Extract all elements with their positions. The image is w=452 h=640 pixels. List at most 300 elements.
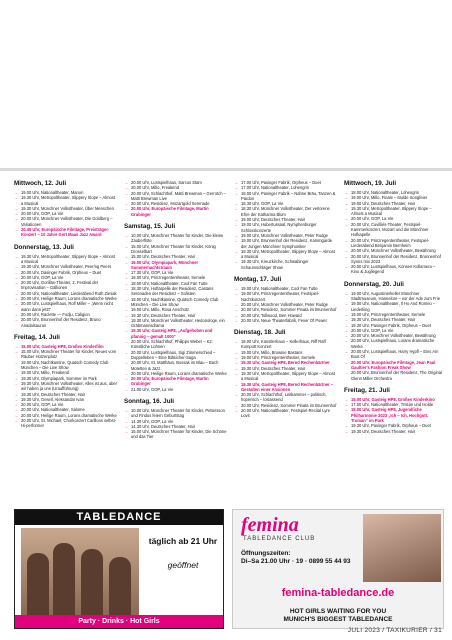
arrow-icon: → [124, 286, 129, 292]
event-entry [344, 338, 444, 349]
top-image-area [0, 0, 452, 172]
event-text: 20.00 Uhr, GOP, La Vie [351, 216, 394, 222]
arrow-icon: → [124, 296, 129, 302]
arrow-icon: → [14, 280, 19, 286]
event-entry [14, 317, 118, 328]
event-text: 15.00 Uhr, Gasteig HP8, Großes Kinderfilm [21, 343, 104, 349]
event-entry [234, 408, 338, 419]
event-text: 19.00 Uhr, Münchner Volkstheater, Peter Rudge [241, 232, 328, 238]
event-entry [344, 301, 444, 312]
arrow-icon: → [124, 339, 129, 345]
event-text: 17.00 Uhr, Nationaltheater, Tristan und Isolde [351, 402, 434, 408]
event-text: 19.00 Uhr, Nachtkantine, Quatsch Comedy Club München – Die Live Show [21, 359, 109, 371]
event-text: 19.00 Uhr, Deutsches Theater, Hair [351, 200, 416, 206]
arrow-icon: → [234, 349, 239, 355]
arrow-icon: → [344, 333, 349, 339]
event-text: 19.30 Uhr, Münchner Volkstheater, Über Menschen [21, 205, 114, 211]
tabledance-ad-open: geöffnet [167, 560, 199, 570]
event-text: 19.30 Uhr, Metropoltheater, Slippery Slope – Almost a Musical [21, 253, 115, 264]
event-entry [234, 259, 338, 270]
page-footer: JULI 2023 / TAXIKURIER / 31 [347, 627, 442, 634]
event-text: 19.00 Uhr, Nationaltheater, Cool Fan Tutte [241, 286, 318, 292]
event-text: 10.00 Uhr, Münchner Theater für Kinder, Die kleine Zauberflöte [131, 233, 224, 244]
arrow-icon: → [14, 412, 19, 418]
arrow-icon: → [234, 238, 239, 244]
arrow-icon: → [14, 195, 19, 201]
event-text: 19.00 Uhr, Deutsches Theater, Hair [241, 217, 306, 223]
arrow-icon: → [234, 392, 239, 398]
arrow-icon: → [14, 296, 19, 302]
event-text: 19.00 Uhr, Millo, Finale – Molde Songfeier [351, 195, 428, 201]
arrow-icon: → [14, 301, 19, 307]
arrow-icon: → [344, 428, 349, 434]
event-text: 19.30 Uhr, Pasinger Fabrik, Orpheus – Duet [351, 423, 431, 429]
calendar-column-4 [344, 180, 444, 510]
arrow-icon: → [14, 380, 19, 386]
event-text: 18.00 Uhr, Prinzregententheater, Semele [131, 275, 206, 281]
arrow-icon: → [14, 375, 19, 381]
event-entry [344, 264, 444, 275]
day-heading: Mittwoch, 12. Juli [14, 180, 67, 187]
arrow-icon: → [14, 417, 19, 423]
arrow-icon: → [124, 259, 129, 265]
arrow-icon: → [14, 359, 19, 365]
event-text: 18.30 Uhr, Münchner Volkstheater, Der verlorene Ehre der Katharina Blum [241, 206, 330, 217]
event-entry [124, 408, 228, 419]
event-text: 19.00 Uhr, Brunnenhof der Residenz, Kammgarde der Jungen Münchner Symphoniker [241, 238, 333, 249]
calendar-column-3 [234, 180, 338, 510]
day-heading: Freitag, 21. Juli [344, 386, 390, 394]
event-entry [14, 349, 118, 360]
arrow-icon: → [344, 338, 349, 344]
event-text: 15.00 Uhr, Münchner Theater für Kinder, Die Schöne und das Tier [131, 429, 227, 440]
event-text: 20.00 Uhr, Heilige Raum, Lorans dramatische Werke [131, 370, 227, 376]
arrow-icon: → [124, 206, 129, 212]
arrow-icon: → [234, 222, 239, 228]
arrow-icon: → [344, 370, 349, 376]
tabledance-ad-hours: täglich ab 21 Uhr [148, 536, 218, 546]
event-text: 20.00 Uhr, Europäische Filmtage, Martin Grubinger [131, 206, 209, 217]
arrow-icon: → [124, 376, 129, 382]
event-text: 20.00 Uhr, Cuvilliés-Theater, Festspiel-Kammerkonzert, Mozart und die Münchner Hofkapelle [351, 221, 429, 238]
event-text: 19.00 Uhr, Millo, Brownie Bastans [241, 349, 303, 355]
event-text: 20.00 Uhr, Schlachthof, Philipps Weber – K2: Künstliche Lühnen [131, 339, 213, 350]
event-entry [344, 254, 444, 265]
femina-url[interactable]: femina-tabledance.de [281, 587, 395, 599]
event-entry [344, 370, 444, 381]
event-text: 20.00 Uhr, St. Matthäus, Bossak im Blau – Bach Motetten & Jazz [131, 360, 219, 371]
event-text: 20.00 Uhr, Tollwood, Ben Howard [241, 312, 302, 318]
arrow-icon: → [344, 327, 349, 333]
event-entry [234, 238, 338, 249]
event-text: 20.00 Uhr, Nationaltheater, Festspiel-Recital Lyre Lovit [241, 407, 331, 419]
advertisement-area [0, 509, 452, 640]
arrow-icon: → [124, 233, 129, 239]
arrow-icon: → [344, 311, 349, 317]
arrow-icon: → [124, 254, 129, 260]
event-entry [124, 206, 228, 217]
event-entry [14, 418, 118, 429]
arrow-icon: → [234, 402, 239, 408]
event-entry [124, 233, 228, 244]
day-heading: Mittwoch, 19. Juli [344, 180, 397, 187]
arrow-icon: → [124, 349, 129, 355]
arrow-icon: → [234, 317, 239, 323]
arrow-icon: → [234, 286, 239, 292]
arrow-icon: → [344, 290, 349, 296]
arrow-icon: → [14, 274, 19, 280]
event-text: 19.30 Uhr, Münchner Volkstheater, Peer/ng Peers [21, 264, 112, 270]
event-text: 19.30 Uhr, Metropoltheater, Slippery Slope – Almost a Musical [351, 205, 432, 217]
event-text: 19.00 Uhr, Nachtkantine, Quatsch Comedy Club München – Die Live Show [131, 296, 219, 307]
event-text: 19.30 Uhr, Gesell, Aleksandar Ivan [21, 396, 85, 402]
event-entry [14, 301, 118, 312]
arrow-icon: → [124, 280, 129, 286]
event-text: 19.30 Uhr, Deutsches Theater, Hair [131, 312, 196, 318]
arrow-icon: → [124, 307, 129, 313]
event-text: 20.00 Uhr, Brunnenhof der Residenz, Bruno Anadalsaurus [21, 317, 101, 328]
event-text: 21.00 Uhr, GOP, La Vie [131, 386, 174, 392]
event-entry [14, 360, 118, 371]
event-calendar [0, 180, 452, 510]
arrow-icon: → [234, 206, 239, 212]
femina-slogan: HOT GIRLS WAITING FOR YOU MUNICH'S BIGGEST TABLEDANCE [283, 608, 393, 623]
event-text: 19.00 Uhr, Prinzregententheater, Festspiel-Nachtkonzert [241, 291, 320, 302]
arrow-icon: → [14, 227, 19, 233]
event-text: 19.00 Uhr, Nationaltheater, Il Ho And Romeo – Liederliing [351, 301, 436, 312]
event-text: 17.00 Uhr, Nationaltheater, Lohengrin [241, 185, 310, 191]
arrow-icon: → [344, 200, 349, 206]
tabledance-ad[interactable] [14, 509, 224, 629]
event-text: 19.00 Uhr, Prinzregententheater, Semele [241, 355, 316, 361]
event-text: 19.00 Uhr, Nationaltheater, Manon [21, 190, 84, 195]
event-entry [234, 249, 338, 260]
calendar-column-2 [124, 180, 228, 510]
event-text: 20.00 Uhr, Münchner Volkstheater, Bewährung [351, 248, 436, 254]
arrow-icon: → [344, 253, 349, 259]
arrow-icon: → [344, 216, 349, 222]
day-heading: Donnerstag, 13. Juli [14, 243, 74, 251]
event-entry [234, 371, 338, 382]
arrow-icon: → [124, 429, 129, 435]
event-text: 18.30 Uhr, GOP, La Vie [241, 201, 284, 207]
arrow-icon: → [344, 301, 349, 307]
arrow-icon: → [234, 291, 239, 297]
arrow-icon: → [14, 205, 19, 211]
event-entry [344, 222, 444, 238]
event-text: 19.30 Uhr, Deutsches Theater, Hair [21, 391, 86, 397]
arrow-icon: → [124, 275, 129, 281]
day-heading: Dienstag, 18. Juli [234, 329, 286, 337]
event-text: 14.30 Uhr, GOP, La Vie [131, 418, 174, 424]
day-heading: Montag, 17. Juli [234, 276, 282, 284]
event-entry [124, 318, 228, 329]
event-text: 19.30 Uhr, Münchner Volkstheater, Hedonologe, ein Gräbmannsdrama [131, 317, 225, 329]
arrow-icon: → [234, 381, 239, 387]
event-text: 19.30 Uhr, Kreuzkirche, Schwabinger Schaumschläger Show [241, 259, 309, 270]
arrow-icon: → [344, 221, 349, 227]
arrow-icon: → [234, 248, 239, 254]
event-text: 20.00 Uhr, Lustspielhaus, Lorans dramatische Werke [351, 338, 435, 349]
event-text: 20.00 Uhr, Nationaltheater, Salome [21, 407, 85, 413]
calendar-column-1 [14, 180, 118, 510]
arrow-icon: → [124, 270, 129, 276]
event-entry [344, 360, 444, 371]
event-text: 19.30 Uhr, Deutsches Theater, Hair [241, 365, 306, 371]
event-entry [344, 407, 444, 423]
event-text: 20.00 Uhr, Brunnenhof der Residenz, Brunnenhof Syons mix 2023 [351, 253, 441, 264]
event-text: 19.00 Uhr, Millo, Rosa Anschütz [131, 307, 190, 313]
event-text: 20.00 Uhr, Schlachthof, Matti Brewman – Gerrotch – Matti Brewman Live [131, 190, 226, 201]
event-entry [124, 286, 228, 297]
event-text: 19.30 Uhr, Metropoltheater, Slippery Slope – Almost a Musical [241, 370, 335, 382]
arrow-icon: → [14, 349, 19, 355]
event-text: 20.00 Uhr, Lustspielhaus, Rolf Miller – „Wenn nicht wann dann jetzt“ [21, 301, 113, 312]
event-text: 20.00 Uhr, St. Michael, Chorkonzert Carillons selbst-Hi-performer [21, 417, 117, 429]
event-entry [234, 222, 338, 233]
event-text: 20.00 Uhr, Millo, Freakend [131, 185, 180, 191]
event-text: 19.30 Uhr, Deutsches Theater, Hair [351, 428, 416, 434]
event-text: 20.00 Uhr, GOP, La Vie [21, 211, 64, 217]
day-heading: Sonntag, 16. Juli [124, 397, 175, 405]
event-text: 20.00 Uhr, Brunnenhof der Residenz, The Original Glenn Miller Orchestra [351, 370, 442, 381]
event-text: 19.30 Uhr, Deutsches Theater, Hair [351, 317, 416, 323]
arrow-icon: → [234, 232, 239, 238]
arrow-icon: → [14, 311, 19, 317]
arrow-icon: → [344, 237, 349, 243]
arrow-icon: → [344, 317, 349, 323]
arrow-icon: → [344, 407, 349, 413]
arrow-icon: → [124, 317, 129, 323]
arrow-icon: → [234, 312, 239, 318]
arrow-icon: → [344, 190, 349, 195]
tabledance-ad-footer: Party · Drinks · Hot Girls [15, 615, 223, 628]
arrow-icon: → [234, 407, 239, 413]
event-text: 20.00 Uhr, Neue Theaterfabrik, Fever Of Power [241, 317, 327, 323]
day-heading: Donnerstag, 20. Juli [344, 280, 404, 288]
arrow-icon: → [14, 370, 19, 376]
arrow-icon: → [124, 190, 129, 196]
arrow-icon: → [14, 317, 19, 323]
event-text: 20.00 Uhr, Lustspielhaus, Konsen Kollamera – Kino & Jugliegend [351, 264, 436, 275]
event-text: 20.00 Uhr, Münchner Volkstheater, Die Goldberg – Variationen [21, 216, 113, 227]
arrow-icon: → [234, 217, 239, 223]
event-text: 19.30 Uhr, Münchner Volkstheater, Alles ist aus, aber wir haben ja uns (Uraufführung) [21, 380, 118, 392]
event-text: 20.00 Uhr, Raclette — Fodju, Caligion [21, 311, 90, 317]
event-entry [14, 254, 118, 265]
event-text: 19.30 Uhr, Metropoltheater, Slippery Slope – Almost a Musical [21, 195, 115, 206]
arrow-icon: → [14, 343, 19, 349]
event-text: 20.00 Uhr, Residenz, Sommer Pinata im Brunnenhof [241, 402, 337, 408]
day-heading: Freitag, 14. Juli [14, 333, 60, 341]
event-text: 16.00 Uhr, Olympiapark, Münchner Sommernachtstraum [131, 259, 199, 270]
arrow-icon: → [124, 370, 129, 376]
arrow-icon: → [14, 290, 19, 296]
femina-ad-photo [363, 514, 441, 582]
event-entry [234, 206, 338, 217]
arrow-icon: → [234, 301, 239, 307]
femina-ad[interactable] [232, 509, 444, 629]
top-divider [0, 168, 452, 171]
femina-contact: Öffnungszeiten: Di–Sa 21.00 Uhr · 19 · 0899 55 44 93 [241, 550, 351, 565]
event-text: 20.00 Uhr, Europäische Filmtage, Martin Grubinger [131, 376, 209, 387]
event-entry [344, 429, 444, 434]
event-text: 20.00 Uhr, Heilige Raum, Lorans dramatische Werke [21, 296, 117, 302]
arrow-icon: → [14, 264, 19, 270]
event-text: 19.30 Uhr, Metropoltheater, Slippery Slope – Almost a Musical [241, 248, 335, 260]
event-entry [234, 318, 338, 323]
event-text: 19.30 Uhr, Gasteig HP8, Bernd Rechenbärtner – Gestalten einer Ansinnen [241, 381, 334, 392]
event-text: 20.00 Uhr, Lustspielhaus, Sarcus Stam [131, 180, 202, 185]
event-entry [344, 238, 444, 249]
event-entry [124, 429, 228, 440]
arrow-icon: → [234, 339, 239, 345]
event-text: 19.30 Uhr, Pasinger Fabrik, Orpheus – Duet [351, 322, 431, 328]
event-text: 15.00 Uhr, Münchner Theater für Kinder, Neues vom Räuber Hotzenplotz [21, 349, 117, 360]
arrow-icon: → [124, 386, 129, 392]
event-text: 20.00 Uhr, Prinzregententheater, Festspiel-Liederabend Benjamin Bernheim [351, 237, 430, 248]
arrow-icon: → [14, 269, 19, 275]
event-entry [14, 195, 118, 206]
event-entry [124, 387, 228, 392]
arrow-icon: → [14, 211, 19, 217]
event-entry [234, 191, 338, 202]
arrow-icon: → [124, 328, 129, 334]
arrow-icon: → [14, 190, 19, 195]
event-text: 19.00 Uhr, Augustinerkeller Münchner Stadtmuseum, Hannelore – vor der Ade zum Frie [351, 290, 440, 302]
day-heading: Samstag, 15. Juli [124, 223, 176, 231]
event-entry [124, 376, 228, 387]
event-text: 18.30 Uhr, Hoftarpelle der Residenz, Castans Serenaden der Residenz – Solisten [131, 286, 214, 297]
event-entry [124, 339, 228, 350]
event-entry [124, 360, 228, 371]
event-entry [14, 280, 118, 291]
arrow-icon: → [124, 407, 129, 413]
event-entry [124, 244, 228, 255]
event-text: 19.30 Uhr, Olympiapark, Sommer im Park [21, 375, 97, 381]
arrow-icon: → [344, 248, 349, 254]
event-text: 14.30 Uhr, Deutsches Theater, Hair [131, 423, 196, 429]
arrow-icon: → [124, 185, 129, 191]
event-text: 20.00 Uhr, GOP, La Vie [351, 327, 394, 333]
tabledance-ad-photo [21, 528, 139, 615]
event-entry [124, 328, 228, 339]
event-entry [14, 216, 118, 227]
event-text: 18.00 Uhr, Pasinger Fabrik – Nahne Bräu, Tanzen & Pardon [241, 190, 336, 201]
arrow-icon: → [344, 322, 349, 328]
event-text: 19.00 Uhr, Millo, Freakend [21, 370, 70, 376]
event-entry [344, 349, 444, 360]
arrow-icon: → [124, 423, 129, 429]
event-text: 20.00 Uhr, Dasinger Fabrik, Orpheus – Duet [21, 269, 102, 275]
event-text: 20.00 Uhr, Schlachthof, Leitkammer – politisch, hoperisch – loslassend [241, 392, 327, 403]
femina-logo: femina [241, 514, 299, 536]
arrow-icon: → [344, 264, 349, 270]
arrow-icon: → [344, 195, 349, 201]
arrow-icon: → [234, 360, 239, 366]
event-text: 18.00 Uhr, Nationaltheater, Cool Fan Tutte [131, 280, 208, 286]
event-text: 20.00 Uhr, GOP, La Vie [21, 402, 64, 408]
arrow-icon: → [234, 185, 239, 191]
event-entry [124, 350, 228, 361]
arrow-icon: → [344, 205, 349, 211]
arrow-icon: → [124, 201, 129, 207]
event-text: 15.00 Uhr, Münchner Theater für Kinder, König Drosselbart [131, 243, 216, 254]
event-text: 19.30 Uhr, Gasteig HP8, „Aufgehoben und pfannig – gemalt 1000“ [131, 328, 213, 339]
event-text: 19.00 Uhr, Künstlerhaus – Kellerhaus, Riff Raff Kompott Konzert [241, 339, 326, 350]
event-text: 20.00 Uhr, Residenz, Mozartgold Serenade [131, 201, 210, 207]
event-text: 20.00 Uhr, Lustspielhaus, Harry Hypfl – Eins Am Boot Of [351, 349, 439, 360]
arrow-icon: → [234, 180, 239, 185]
arrow-icon: → [234, 365, 239, 371]
arrow-icon: → [234, 307, 239, 313]
event-text: 20.00 Uhr, Europäische Filmtage, Jean Paul Gaultier's Fashion Freak Show [351, 359, 436, 370]
event-entry [14, 381, 118, 392]
event-text: 19.00 Uhr, Hubertussaal, Nymphenburger Schlosskonzerte [241, 222, 317, 233]
event-entry [124, 191, 228, 202]
arrow-icon: → [344, 423, 349, 429]
event-text: 19.00 Uhr, Prinzregententheater, Semele [351, 311, 426, 317]
arrow-icon: → [14, 396, 19, 402]
arrow-icon: → [14, 391, 19, 397]
arrow-icon: → [234, 355, 239, 361]
arrow-icon: → [344, 402, 349, 408]
event-entry [124, 260, 228, 271]
event-entry [234, 339, 338, 350]
arrow-icon: → [234, 201, 239, 207]
tabledance-ad-title: TABLEDANCE [15, 510, 223, 525]
event-text: 20.00 Uhr, Gorillas-Theater, 2. Festival der Improvisation – Gallionen [21, 280, 99, 291]
event-text: 17.00 Uhr, Pasinger Fabrik, Orpheus – Duet [241, 180, 321, 185]
event-entry [344, 291, 444, 302]
event-text: 15.00 Uhr, Deutsches Theater, Hair [131, 254, 196, 260]
event-text: 20.00 Uhr, Nationaltheater, Liederabend Ruth Ziesak [21, 290, 117, 296]
event-text: 20.00 Uhr, GOP, La Vie [21, 274, 64, 280]
event-text: 20.00 Uhr, Münchner Volkstheater, Peter Rudge [241, 301, 328, 307]
arrow-icon: → [344, 349, 349, 355]
event-entry [344, 206, 444, 217]
arrow-icon: → [234, 370, 239, 376]
arrow-icon: → [124, 243, 129, 249]
event-text: 18.00 Uhr, Nationaltheater, Lohengrin [351, 190, 420, 195]
arrow-icon: → [124, 312, 129, 318]
event-entry [234, 382, 338, 393]
event-text: 15.00 Uhr, Gasteig HP8, Großes Kinderkino [351, 396, 435, 402]
event-text: 20.45 Uhr, Europäische Filmtage, Preisträger-Konzert – 10 Jahre Gert Maas Jazz Award [21, 227, 110, 238]
arrow-icon: → [344, 396, 349, 402]
femina-subtitle: TABLEDANCE CLUB [243, 536, 316, 542]
event-entry [124, 297, 228, 308]
event-text: 19.30 Uhr, Gasteig HP8, Bernd Rechenbärtner [241, 360, 330, 366]
event-entry [234, 392, 338, 403]
arrow-icon: → [14, 402, 19, 408]
arrow-icon: → [124, 360, 129, 366]
arrow-icon: → [124, 180, 129, 185]
arrow-icon: → [14, 253, 19, 259]
event-entry [234, 291, 338, 302]
arrow-icon: → [124, 418, 129, 424]
event-text: 20.00 Uhr, Residenz, Sommer Pinata im Brunnenhof [241, 307, 337, 313]
event-entry [14, 227, 118, 238]
event-text: 20.00 Uhr, Heilige Raum, Lorans dramatische Werke [21, 412, 117, 418]
event-text: 20.00 Uhr, Münchner Volkstheater, Bewährung [351, 333, 436, 339]
event-text: 19.00 Uhr, Gasteig HP8, Jugendliche Philharmonie 2023 „Ich – Ich, Hochgott, Truman“ im Park [351, 407, 429, 423]
event-text: 10.00 Uhr, Münchner Theater für Kinder, Pettersson und Findus feiern Geburtstag [131, 407, 225, 419]
arrow-icon: → [234, 190, 239, 196]
event-text: 17.30 Uhr, GOP, La Vie [131, 270, 174, 276]
arrow-icon: → [234, 259, 239, 265]
event-text: 20.00 Uhr, Lustspielhaus, Sigi Zimmerschied – Doppelleben – Eine Bläsicher-Saga [131, 349, 216, 360]
